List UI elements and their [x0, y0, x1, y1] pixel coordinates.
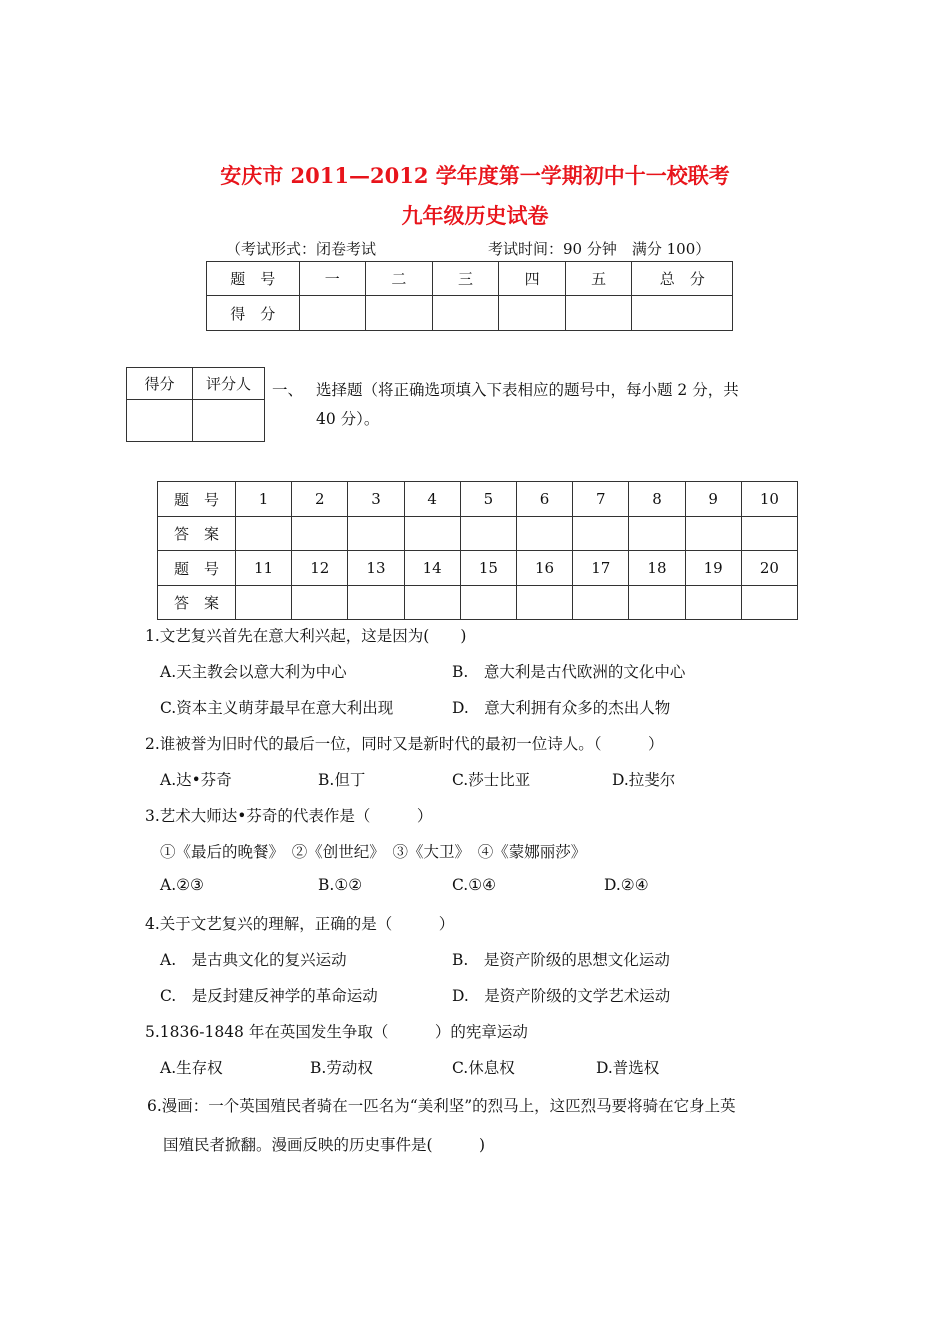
answer-cell[interactable] [292, 586, 348, 620]
score-table-score-label: 得 分 [207, 296, 300, 331]
question-3-option-c: C.①④ [452, 876, 497, 894]
score-cell[interactable] [299, 296, 366, 331]
score-cell[interactable] [432, 296, 499, 331]
answer-num: 8 [629, 482, 685, 517]
answer-cell[interactable] [573, 517, 629, 551]
answer-num: 13 [348, 551, 404, 586]
grader-score-cell[interactable] [127, 400, 193, 442]
answer-cell[interactable] [685, 586, 741, 620]
answer-cell[interactable] [629, 517, 685, 551]
answer-num: 18 [629, 551, 685, 586]
score-col: 二 [366, 262, 433, 296]
question-4-option-d: D. 是资产阶级的文学艺术运动 [452, 987, 671, 1005]
answer-cell[interactable] [741, 517, 797, 551]
score-cell[interactable] [632, 296, 733, 331]
grader-score-label: 得分 [127, 368, 193, 400]
exam-subtitle: 九年级历史试卷 [401, 203, 549, 228]
answer-cell[interactable] [348, 586, 404, 620]
score-col: 四 [499, 262, 566, 296]
answer-num: 16 [516, 551, 572, 586]
score-col: 五 [565, 262, 632, 296]
question-1-option-b: B. 意大利是古代欧洲的文化中心 [452, 663, 686, 681]
score-cell[interactable] [499, 296, 566, 331]
question-5-option-a: A.生存权 [160, 1059, 223, 1077]
question-2-option-c: C.莎士比亚 [452, 771, 531, 789]
answer-num: 14 [404, 551, 460, 586]
answer-cell[interactable] [685, 517, 741, 551]
score-col: 总 分 [632, 262, 733, 296]
section1-number: 一、 [272, 381, 304, 399]
question-4-stem: 4.关于文艺复兴的理解，正确的是（ ） [145, 915, 455, 933]
answer-cell[interactable] [292, 517, 348, 551]
answer-num: 20 [741, 551, 797, 586]
answer-num: 17 [573, 551, 629, 586]
question-1-option-c: C.资本主义萌芽最早在意大利出现 [160, 699, 394, 717]
answer-cell[interactable] [741, 586, 797, 620]
answer-num: 7 [573, 482, 629, 517]
answer-num: 1 [235, 482, 291, 517]
question-2-option-a: A.达•芬奇 [160, 771, 232, 789]
answer-cell[interactable] [516, 517, 572, 551]
answer-cell[interactable] [404, 517, 460, 551]
grader-name-cell[interactable] [193, 400, 265, 442]
question-3-option-d: D.②④ [604, 876, 649, 894]
question-2-stem: 2.谁被誉为旧时代的最后一位，同时又是新时代的最初一位诗人。（ ） [145, 735, 664, 753]
answer-ans-label: 答 案 [158, 586, 236, 620]
exam-title: 安庆市 2011—2012 学年度第一学期初中十一校联考 [220, 163, 730, 188]
answer-cell[interactable] [460, 586, 516, 620]
score-col: 三 [432, 262, 499, 296]
question-3-option-a: A.②③ [160, 876, 204, 894]
question-1-option-a: A.天主教会以意大利为中心 [160, 663, 347, 681]
section1-instruction-cont: 40 分）。 [316, 410, 380, 428]
answer-num: 15 [460, 551, 516, 586]
question-3-stem: 3.艺术大师达•芬奇的代表作是（ ） [145, 807, 433, 825]
answer-ans-label: 答 案 [158, 517, 236, 551]
question-3-works: ①《最后的晚餐》 ②《创世纪》 ③《大卫》 ④《蒙娜丽莎》 [160, 843, 587, 861]
score-cell[interactable] [565, 296, 632, 331]
answer-num: 10 [741, 482, 797, 517]
score-table [206, 261, 733, 331]
score-table-header-label: 题 号 [207, 262, 300, 296]
answer-num: 5 [460, 482, 516, 517]
question-4-option-b: B. 是资产阶级的思想文化运动 [452, 951, 670, 969]
question-4-option-a: A. 是古典文化的复兴运动 [160, 951, 347, 969]
grader-label: 评分人 [193, 368, 265, 400]
answer-num: 2 [292, 482, 348, 517]
answer-cell[interactable] [235, 586, 291, 620]
answer-num: 9 [685, 482, 741, 517]
answer-num-label: 题 号 [158, 482, 236, 517]
score-col: 一 [299, 262, 366, 296]
answer-num-label: 题 号 [158, 551, 236, 586]
question-2-option-d: D.拉斐尔 [612, 771, 676, 789]
score-cell[interactable] [366, 296, 433, 331]
answer-cell[interactable] [404, 586, 460, 620]
section1-instruction: 选择题（将正确选项填入下表相应的题号中，每小题 2 分，共 [316, 381, 739, 399]
answer-cell[interactable] [516, 586, 572, 620]
answer-table [157, 481, 798, 620]
answer-num: 4 [404, 482, 460, 517]
grader-box [126, 367, 265, 442]
question-5-stem: 5.1836-1848 年在英国发生争取（ ）的宪章运动 [145, 1023, 528, 1041]
answer-cell[interactable] [235, 517, 291, 551]
answer-cell[interactable] [348, 517, 404, 551]
answer-num: 6 [516, 482, 572, 517]
answer-num: 3 [348, 482, 404, 517]
question-5-option-c: C.休息权 [452, 1059, 515, 1077]
answer-cell[interactable] [629, 586, 685, 620]
answer-cell[interactable] [573, 586, 629, 620]
exam-time: 考试时间：90 分钟 满分 100） [488, 240, 711, 258]
answer-cell[interactable] [460, 517, 516, 551]
exam-form: （考试形式：闭卷考试 [226, 240, 377, 258]
question-5-option-d: D.普选权 [596, 1059, 660, 1077]
question-6-stem-cont: 国殖民者掀翻。漫画反映的历史事件是( ) [163, 1136, 486, 1154]
question-1-stem: 1.文艺复兴首先在意大利兴起，这是因为( ) [145, 627, 467, 645]
question-6-stem: 6.漫画：一个英国殖民者骑在一匹名为“美利坚”的烈马上，这匹烈马要将骑在它身上英 [147, 1097, 736, 1115]
question-3-option-b: B.①② [318, 876, 363, 894]
answer-num: 11 [235, 551, 291, 586]
question-4-option-c: C. 是反封建反神学的革命运动 [160, 987, 378, 1005]
question-2-option-b: B.但丁 [318, 771, 366, 789]
answer-num: 19 [685, 551, 741, 586]
question-5-option-b: B.劳动权 [310, 1059, 373, 1077]
answer-num: 12 [292, 551, 348, 586]
question-1-option-d: D. 意大利拥有众多的杰出人物 [452, 699, 671, 717]
